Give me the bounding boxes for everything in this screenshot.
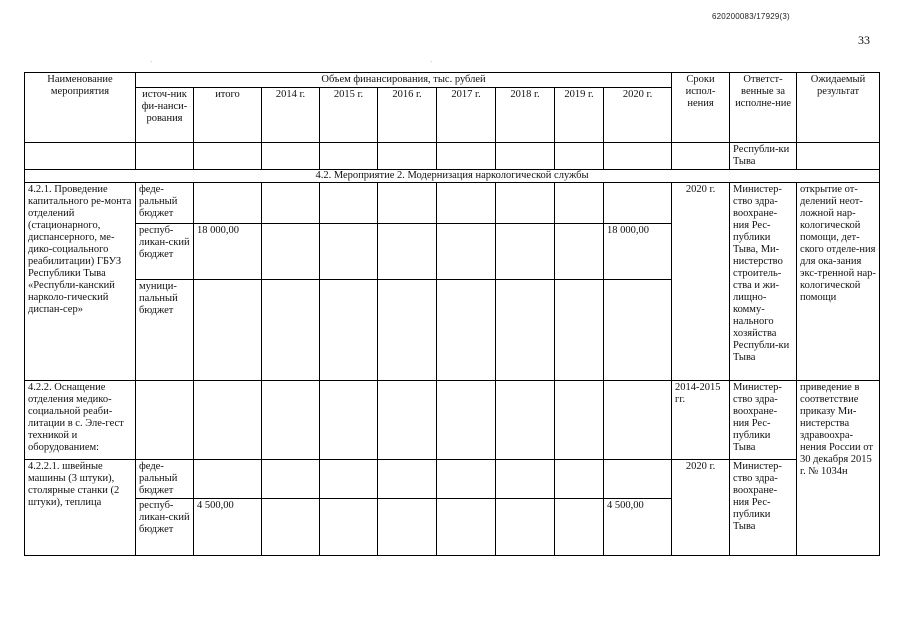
header-year: 2014 г.: [262, 88, 320, 143]
item-422-result: приведение в соответствие приказу Ми-нистерства здравоохра-нения России от 30 декабря 2015 г. № 1034н: [797, 381, 880, 556]
header-year: 2016 г.: [378, 88, 437, 143]
item-421-term: 2020 г.: [672, 183, 730, 381]
item-422-responsible: Министер-ство здра-воохране-ния Рес-публики Тыва: [730, 381, 797, 460]
document-id: 620200083/17929(3): [712, 12, 790, 21]
header-year: 2019 г.: [555, 88, 604, 143]
carry-responsible: Республи-ки Тыва: [730, 143, 797, 170]
header-name: Наименование мероприятия: [25, 73, 136, 143]
carry-over-row: [25, 143, 880, 170]
year-2020-cell: [604, 280, 672, 381]
total-cell: 18 000,00: [194, 224, 262, 280]
header-year: 2020 г.: [604, 88, 672, 143]
source-cell: респуб-ликан-ский бюджет: [136, 224, 194, 280]
item-422-name: 4.2.2. Оснащение отделения медико-социальной реаби-литации в с. Эле-гест техникой и оборудованием:: [25, 381, 136, 460]
year-2020-cell: [604, 183, 672, 224]
section-title: 4.2. Мероприятие 2. Модернизация наркологической службы: [25, 170, 880, 183]
table-row: [25, 381, 880, 460]
source-cell: респуб-ликан-ский бюджет: [136, 499, 194, 556]
item-4221-term: 2020 г.: [672, 460, 730, 556]
year-2020-cell: 4 500,00: [604, 499, 672, 556]
header-total: итого: [194, 88, 262, 143]
source-cell: муници-пальный бюджет: [136, 280, 194, 381]
item-421-responsible: Министер-ство здра-воохране-ния Рес-публики Тыва, Ми-нистерство строитель-ства и жи-лищно-комму-нального хозяйства Республи-ки Тыва: [730, 183, 797, 381]
table-row: [25, 183, 880, 224]
section-row: [25, 170, 880, 183]
header-source: источ-ник фи-нанси-рования: [136, 88, 194, 143]
item-4221-responsible: Министер-ство здра-воохране-ния Рес-публики Тыва: [730, 460, 797, 556]
total-cell: [194, 280, 262, 381]
header-funding: Объем финансирования, тыс. рублей: [136, 73, 672, 88]
page-number: 33: [858, 33, 870, 47]
year-2020-cell: [604, 460, 672, 499]
header-year: 2015 г.: [320, 88, 378, 143]
item-4221-name: 4.2.2.1. швейные машины (3 штуки), столярные станки (2 штуки), теплица: [25, 460, 136, 556]
header-year: 2018 г.: [496, 88, 555, 143]
item-421-result: открытие от-делений неот-ложной нар-кологической помощи, дет-ского отделе-ния для ока-зания экс-тренной нар-кологической помощи: [797, 183, 880, 381]
scan-speck: ·: [430, 58, 433, 66]
header-terms: Сроки испол-нения: [672, 73, 730, 143]
source-cell: феде-ральный бюджет: [136, 460, 194, 499]
total-cell: [194, 183, 262, 224]
header-row-1: [25, 73, 880, 88]
total-cell: 4 500,00: [194, 499, 262, 556]
year-2020-cell: 18 000,00: [604, 224, 672, 280]
header-responsible: Ответст-венные за исполне-ние: [730, 73, 797, 143]
funding-table: [24, 72, 880, 556]
total-cell: [194, 460, 262, 499]
source-cell: феде-ральный бюджет: [136, 183, 194, 224]
header-expected: Ожидаемый результат: [797, 73, 880, 143]
item-422-term: 2014-2015 гг.: [672, 381, 730, 460]
item-421-name: 4.2.1. Проведение капитального ре-монта отделений (стационарного, диспансерного, ме-дико-социального реабилитации) ГБУЗ Республики Тыва «Республи-канский нарколо-гический диспан-сер»: [25, 183, 136, 381]
scan-speck: ·: [150, 58, 153, 66]
header-year: 2017 г.: [437, 88, 496, 143]
table-row: [25, 460, 880, 499]
